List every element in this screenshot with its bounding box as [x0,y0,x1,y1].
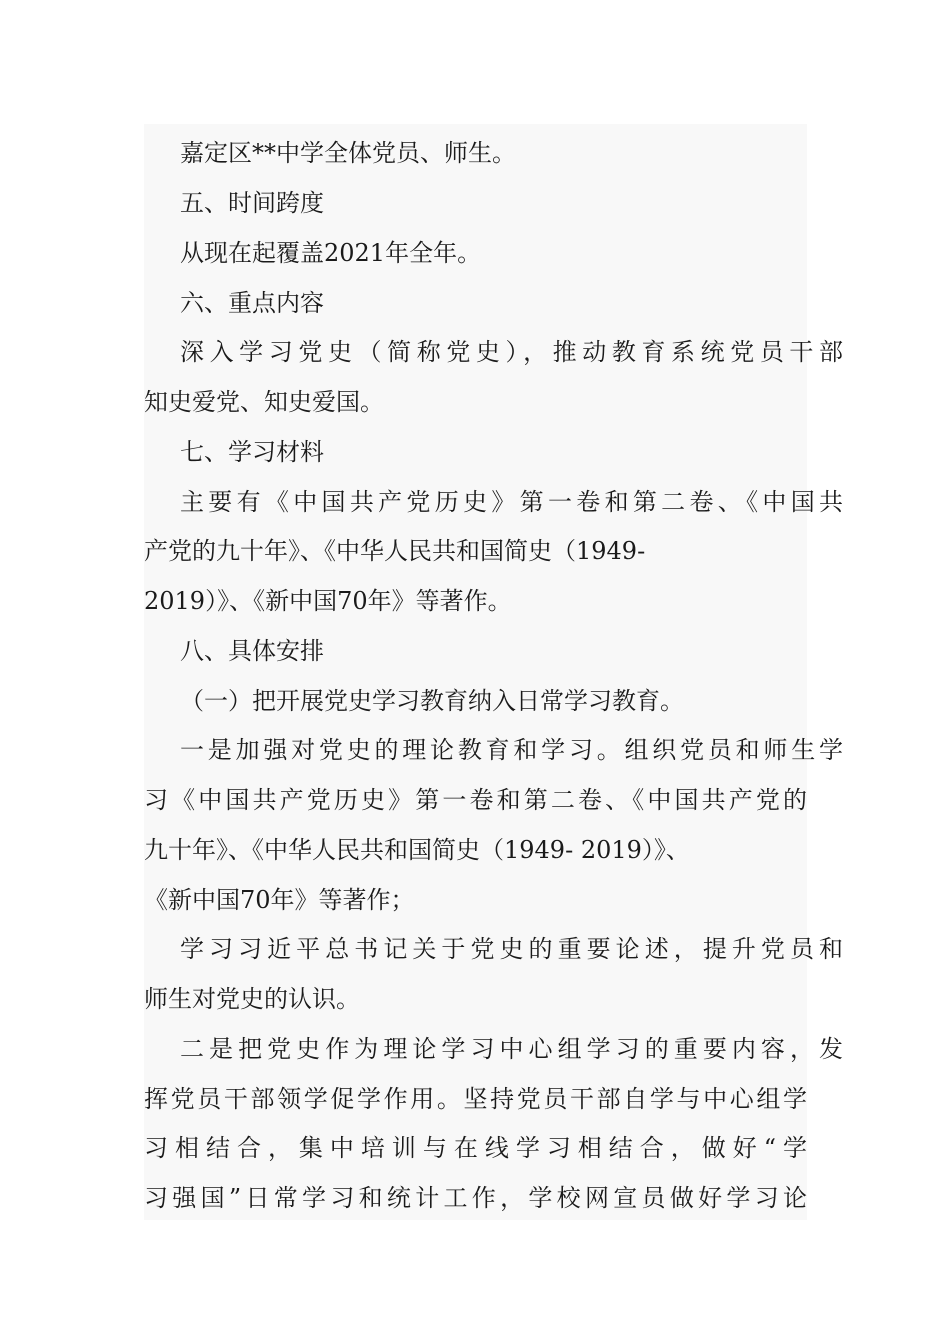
text-line-item-one-2: 习《中国共产党历史》第一卷和第二卷、《中国共产党的 [144,786,807,814]
section-heading-arrangements: 八、具体安排 [180,637,324,665]
text-line-item-one-6: 师生对党史的认识。 [144,985,360,1013]
text-line-materials-3: 2019）》、《新中国70年》等著作。 [144,587,512,615]
text-line-materials-2: 产党的九十年》、《中华人民共和国简史（1949- [144,537,646,565]
text-line-time-span: 从现在起覆盖2021年全年。 [180,239,482,267]
section-heading-materials: 七、学习材料 [180,438,324,466]
section-heading-time-span: 五、时间跨度 [180,189,324,217]
text-line-item-two-4: 习强国”日常学习和统计工作，学校网宣员做好学习论 [144,1184,807,1212]
text-line-item-one-5: 学习习近平总书记关于党史的重要论述，提升党员和 [180,935,843,963]
subsection-heading-daily-study: （一）把开展党史学习教育纳入日常学习教育。 [180,687,684,715]
document-page [144,124,843,1220]
text-line-key-content-2: 知史爱党、知史爱国。 [144,388,384,416]
text-line-item-two-2: 挥党员干部领学促学作用。坚持党员干部自学与中心组学 [144,1085,807,1113]
text-line-item-one-1: 一是加强对党史的理论教育和学习。组织党员和师生学 [180,736,843,764]
text-line-materials-1: 主要有《中国共产党历史》第一卷和第二卷、《中国共 [180,488,843,516]
section-heading-key-content: 六、重点内容 [180,289,324,317]
text-line-item-one-4: 《新中国70年》等著作； [144,886,415,914]
text-line-item-two-1: 二是把党史作为理论学习中心组学习的重要内容，发 [180,1035,843,1063]
text-line-key-content-1: 深入学习党史（简称党史），推动教育系统党员干部 [180,338,843,366]
text-line-item-two-3: 习相结合，集中培训与在线学习相结合，做好“学 [144,1134,807,1162]
text-line-item-one-3: 九十年》、《中华人民共和国简史（1949- 2019）》、 [144,836,690,864]
text-line-recipients: 嘉定区**中学全体党员、师生。 [180,139,516,167]
